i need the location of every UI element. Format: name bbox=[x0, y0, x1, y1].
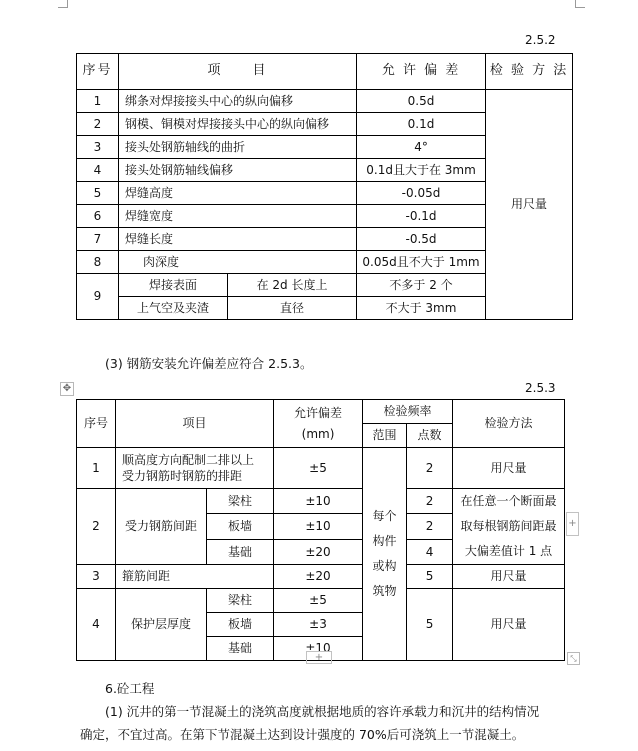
tolerance-cell: ±10 bbox=[274, 514, 363, 539]
item-cell bbox=[116, 448, 274, 489]
header-cell: 检 验 方 法 bbox=[486, 54, 573, 90]
header-cell: 范围 bbox=[363, 424, 407, 448]
points-cell: 2 bbox=[407, 489, 453, 514]
tolerance-cell: ±5 bbox=[274, 589, 363, 613]
points-cell: 5 bbox=[407, 565, 453, 589]
tolerance-cell: ±20 bbox=[274, 539, 363, 564]
row-number: 2 bbox=[77, 489, 116, 565]
tolerance-cell: ±3 bbox=[274, 613, 363, 637]
header-cell: 检验方法 bbox=[453, 400, 565, 448]
header-cell: 序号 bbox=[77, 400, 116, 448]
table-row bbox=[77, 90, 573, 113]
points-cell: 4 bbox=[407, 539, 453, 564]
method-line: 在任意一个断面最 bbox=[460, 494, 557, 508]
item-cell: 接头处钢筋轴线的曲折 bbox=[119, 136, 357, 159]
body-paragraph: (3) 钢筋安装允许偏差应符合 2.5.3。 bbox=[105, 356, 313, 371]
tolerance-cell: ±20 bbox=[274, 565, 363, 589]
item-cell: 肉深度 bbox=[119, 251, 357, 274]
tolerance-cell: 0.5d bbox=[357, 90, 486, 113]
row-number: 3 bbox=[77, 136, 119, 159]
header-cell: 项 目 bbox=[119, 54, 357, 90]
range-line: 或构 bbox=[372, 559, 397, 573]
method-line: 大偏差值计 1 点 bbox=[464, 544, 553, 558]
sub-item-cell: 基础 bbox=[207, 539, 274, 564]
item-cell: 焊缝宽度 bbox=[119, 205, 357, 228]
item-cell: 钢模、铜模对焊接接头中心的纵向偏移 bbox=[119, 113, 357, 136]
item-cell: 上气空及夹渣 bbox=[119, 297, 228, 320]
add-row-button[interactable]: + bbox=[306, 651, 332, 664]
tolerance-cell: -0.1d bbox=[357, 205, 486, 228]
header-cell: 项目 bbox=[116, 400, 274, 448]
tolerance-cell: -0.5d bbox=[357, 228, 486, 251]
item-cell: 受力钢筋间距 bbox=[116, 489, 207, 565]
table-row bbox=[77, 448, 565, 489]
header-cell bbox=[274, 400, 363, 448]
method-line: 取每根钢筋间距最 bbox=[460, 519, 557, 533]
row-number: 4 bbox=[77, 589, 116, 661]
row-number: 1 bbox=[77, 90, 119, 113]
header-cell: 允 许 偏 差 bbox=[357, 54, 486, 90]
table-header-row bbox=[77, 400, 565, 424]
table-row bbox=[77, 489, 565, 514]
method-cell: 用尺量 bbox=[486, 90, 573, 320]
row-number: 3 bbox=[77, 565, 116, 589]
method-cell: 用尺量 bbox=[453, 565, 565, 589]
row-number: 1 bbox=[77, 448, 116, 489]
table-number-label: 2.5.3 bbox=[525, 381, 556, 395]
sub-item-cell: 在 2d 长度上 bbox=[228, 274, 357, 297]
page-corner-mark bbox=[575, 0, 585, 8]
item-line: 顺高度方向配制二排以上 bbox=[122, 452, 255, 467]
row-number: 2 bbox=[77, 113, 119, 136]
row-number: 6 bbox=[77, 205, 119, 228]
method-cell: 用尺量 bbox=[453, 589, 565, 661]
range-cell bbox=[363, 448, 407, 661]
weld-tolerance-table bbox=[76, 53, 573, 320]
body-paragraph-line: 确定，不宜过高。在第下节混凝土达到设计强度的 70%后可浇筑上一节混凝土。 bbox=[80, 727, 525, 742]
sub-item-cell: 梁柱 bbox=[207, 489, 274, 514]
tolerance-cell: 不多于 2 个 bbox=[357, 274, 486, 297]
tolerance-cell: 0.1d bbox=[357, 113, 486, 136]
row-number: 7 bbox=[77, 228, 119, 251]
range-line: 筑物 bbox=[372, 584, 397, 598]
range-line: 每个 bbox=[372, 509, 397, 523]
points-cell: 2 bbox=[407, 448, 453, 489]
page-corner-mark bbox=[58, 0, 68, 8]
item-line: 受力钢筋时钢筋的排距 bbox=[122, 469, 243, 483]
points-cell: 5 bbox=[407, 589, 453, 661]
table-resize-handle-icon[interactable]: ⤡ bbox=[567, 652, 580, 665]
header-cell: 检验频率 bbox=[363, 400, 453, 424]
header-cell-line: 允许偏差 bbox=[294, 406, 343, 421]
item-cell: 焊缝长度 bbox=[119, 228, 357, 251]
rebar-tolerance-table bbox=[76, 399, 565, 661]
sub-item-cell: 板墙 bbox=[207, 613, 274, 637]
item-cell: 接头处钢筋轴线偏移 bbox=[119, 159, 357, 182]
row-number: 4 bbox=[77, 159, 119, 182]
sub-item-cell: 板墙 bbox=[207, 514, 274, 539]
tolerance-cell: 不大于 3mm bbox=[357, 297, 486, 320]
table-header-row bbox=[77, 54, 573, 90]
item-cell: 保护层厚度 bbox=[116, 589, 207, 661]
tolerance-cell: ±10 bbox=[274, 489, 363, 514]
item-cell: 箍筋间距 bbox=[116, 565, 274, 589]
points-cell: 2 bbox=[407, 514, 453, 539]
tolerance-cell: 0.1d且大于在 3mm bbox=[357, 159, 486, 182]
table-row bbox=[77, 565, 565, 589]
method-cell: 用尺量 bbox=[453, 448, 565, 489]
item-cell: 绑条对焊接接头中心的纵向偏移 bbox=[119, 90, 357, 113]
tolerance-cell: 4° bbox=[357, 136, 486, 159]
add-column-button[interactable]: + bbox=[566, 512, 579, 536]
tolerance-cell: ±10 bbox=[274, 637, 363, 661]
header-cell: 点数 bbox=[407, 424, 453, 448]
method-cell bbox=[453, 489, 565, 565]
tolerance-cell: 0.05d且不大于 1mm bbox=[357, 251, 486, 274]
item-cell: 焊接表面 bbox=[119, 274, 228, 297]
row-number: 8 bbox=[77, 251, 119, 274]
header-cell-line: (mm) bbox=[301, 426, 335, 441]
body-paragraph-line: (1) 沉井的第一节混凝土的浇筑高度就根据地质的容许承载力和沉井的结构情况 bbox=[105, 704, 540, 719]
range-line: 构件 bbox=[372, 534, 397, 548]
row-number: 5 bbox=[77, 182, 119, 205]
item-cell: 焊缝高度 bbox=[119, 182, 357, 205]
sub-item-cell: 直径 bbox=[228, 297, 357, 320]
sub-item-cell: 基础 bbox=[207, 637, 274, 661]
header-cell: 序号 bbox=[77, 54, 119, 90]
table-row bbox=[77, 589, 565, 613]
sub-item-cell: 梁柱 bbox=[207, 589, 274, 613]
table-number-label: 2.5.2 bbox=[525, 33, 556, 47]
tolerance-cell: ±5 bbox=[274, 448, 363, 489]
tolerance-cell: -0.05d bbox=[357, 182, 486, 205]
row-number: 9 bbox=[77, 274, 119, 320]
table-move-handle-icon[interactable]: ✥ bbox=[60, 382, 74, 396]
section-heading: 6.砼工程 bbox=[105, 681, 155, 696]
